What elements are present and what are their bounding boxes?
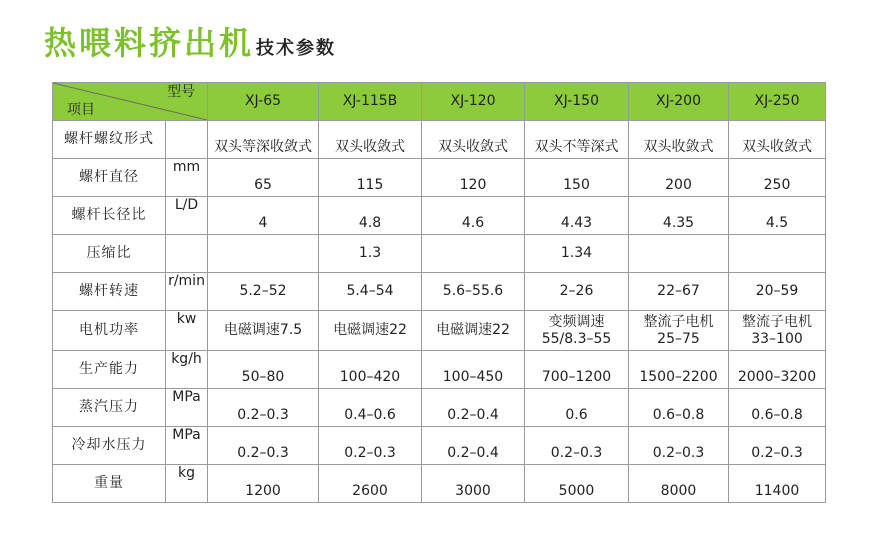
value-cell: 0.2–0.3: [729, 427, 826, 465]
spec-body: [53, 121, 826, 503]
value-cell: 120: [422, 159, 525, 197]
value-cell: 电磁调速7.5: [208, 311, 319, 351]
row-unit: kg: [166, 465, 208, 503]
value-cell: 3000: [422, 465, 525, 503]
row-unit: r/min: [166, 273, 208, 311]
value-cell: 250: [729, 159, 826, 197]
value-cell: 115: [319, 159, 422, 197]
table-row: [53, 465, 826, 503]
value-cell: 100–450: [422, 351, 525, 389]
value-cell: 5.4–54: [319, 273, 422, 311]
value-cell: 0.2–0.3: [525, 427, 629, 465]
value-cell: 0.2–0.3: [319, 427, 422, 465]
value-cell: 0.2–0.3: [208, 389, 319, 427]
table-row: [53, 389, 826, 427]
value-cell: [729, 235, 826, 273]
value-cell: 20–59: [729, 273, 826, 311]
value-cell: 1.3: [319, 235, 422, 273]
row-unit: kw: [166, 311, 208, 351]
row-label: 重量: [53, 465, 166, 503]
value-cell: 1.34: [525, 235, 629, 273]
value-cell: 0.2–0.3: [208, 427, 319, 465]
value-cell: [629, 235, 729, 273]
value-cell: 4.43: [525, 197, 629, 235]
value-cell: 整流子电机 33–100: [729, 311, 826, 351]
value-cell: 0.4–0.6: [319, 389, 422, 427]
value-cell: 4.6: [422, 197, 525, 235]
value-cell: 8000: [629, 465, 729, 503]
value-cell: 变频调速 55/8.3–55: [525, 311, 629, 351]
page-title: [44, 18, 336, 62]
value-cell: 22–67: [629, 273, 729, 311]
value-cell: 双头收敛式: [319, 121, 422, 159]
value-cell: 4.8: [319, 197, 422, 235]
row-unit: MPa: [166, 427, 208, 465]
corner-item-label: 项目: [67, 102, 95, 118]
value-cell: 50–80: [208, 351, 319, 389]
table-row: [53, 311, 826, 351]
value-cell: 双头收敛式: [422, 121, 525, 159]
value-cell: 2000–3200: [729, 351, 826, 389]
row-label: 螺杆转速: [53, 273, 166, 311]
value-cell: 整流子电机 25–75: [629, 311, 729, 351]
row-label: 电机功率: [53, 311, 166, 351]
value-cell: 2–26: [525, 273, 629, 311]
row-unit: [166, 121, 208, 159]
row-unit: kg/h: [166, 351, 208, 389]
value-cell: 双头收敛式: [629, 121, 729, 159]
row-unit: mm: [166, 159, 208, 197]
table-row: [53, 235, 826, 273]
row-label: 蒸汽压力: [53, 389, 166, 427]
value-cell: 11400: [729, 465, 826, 503]
value-cell: [208, 235, 319, 273]
value-cell: 双头等深收敛式: [208, 121, 319, 159]
table-row: [53, 273, 826, 311]
table-row: [53, 427, 826, 465]
row-unit: L/D: [166, 197, 208, 235]
value-cell: 65: [208, 159, 319, 197]
row-label: 生产能力: [53, 351, 166, 389]
model-header: XJ-200: [629, 83, 729, 121]
row-label: 冷却水压力: [53, 427, 166, 465]
title-main: 热喂料挤出机: [44, 24, 255, 62]
row-label: 螺杆螺纹形式: [53, 121, 166, 159]
value-cell: 2600: [319, 465, 422, 503]
value-cell: 150: [525, 159, 629, 197]
row-label: 螺杆长径比: [53, 197, 166, 235]
value-cell: 0.2–0.4: [422, 427, 525, 465]
value-cell: 100–420: [319, 351, 422, 389]
value-cell: 4.5: [729, 197, 826, 235]
value-cell: 1200: [208, 465, 319, 503]
value-cell: 电磁调速22: [422, 311, 525, 351]
model-header: XJ-65: [208, 83, 319, 121]
model-header: XJ-115B: [319, 83, 422, 121]
model-header: XJ-120: [422, 83, 525, 121]
table-row: [53, 121, 826, 159]
corner-cell: [53, 83, 208, 121]
value-cell: 双头不等深式: [525, 121, 629, 159]
value-cell: 4.35: [629, 197, 729, 235]
value-cell: 700–1200: [525, 351, 629, 389]
row-label: 螺杆直径: [53, 159, 166, 197]
value-cell: 5.2–52: [208, 273, 319, 311]
value-cell: 4: [208, 197, 319, 235]
table-row: [53, 159, 826, 197]
value-cell: 5.6–55.6: [422, 273, 525, 311]
value-cell: 0.2–0.3: [629, 427, 729, 465]
model-header: XJ-250: [729, 83, 826, 121]
value-cell: 0.6–0.8: [729, 389, 826, 427]
spec-table: [52, 82, 826, 503]
table-row: [53, 351, 826, 389]
model-header: XJ-150: [525, 83, 629, 121]
corner-model-label: 型号: [167, 84, 195, 100]
value-cell: 5000: [525, 465, 629, 503]
table-row: [53, 197, 826, 235]
row-unit: MPa: [166, 389, 208, 427]
value-cell: 1500–2200: [629, 351, 729, 389]
value-cell: 200: [629, 159, 729, 197]
header-row: [53, 83, 826, 121]
value-cell: 0.2–0.4: [422, 389, 525, 427]
row-label: 压缩比: [53, 235, 166, 273]
value-cell: 电磁调速22: [319, 311, 422, 351]
value-cell: 0.6–0.8: [629, 389, 729, 427]
value-cell: 0.6: [525, 389, 629, 427]
value-cell: [422, 235, 525, 273]
row-unit: [166, 235, 208, 273]
value-cell: 双头收敛式: [729, 121, 826, 159]
title-sub: 技术参数: [256, 38, 337, 59]
